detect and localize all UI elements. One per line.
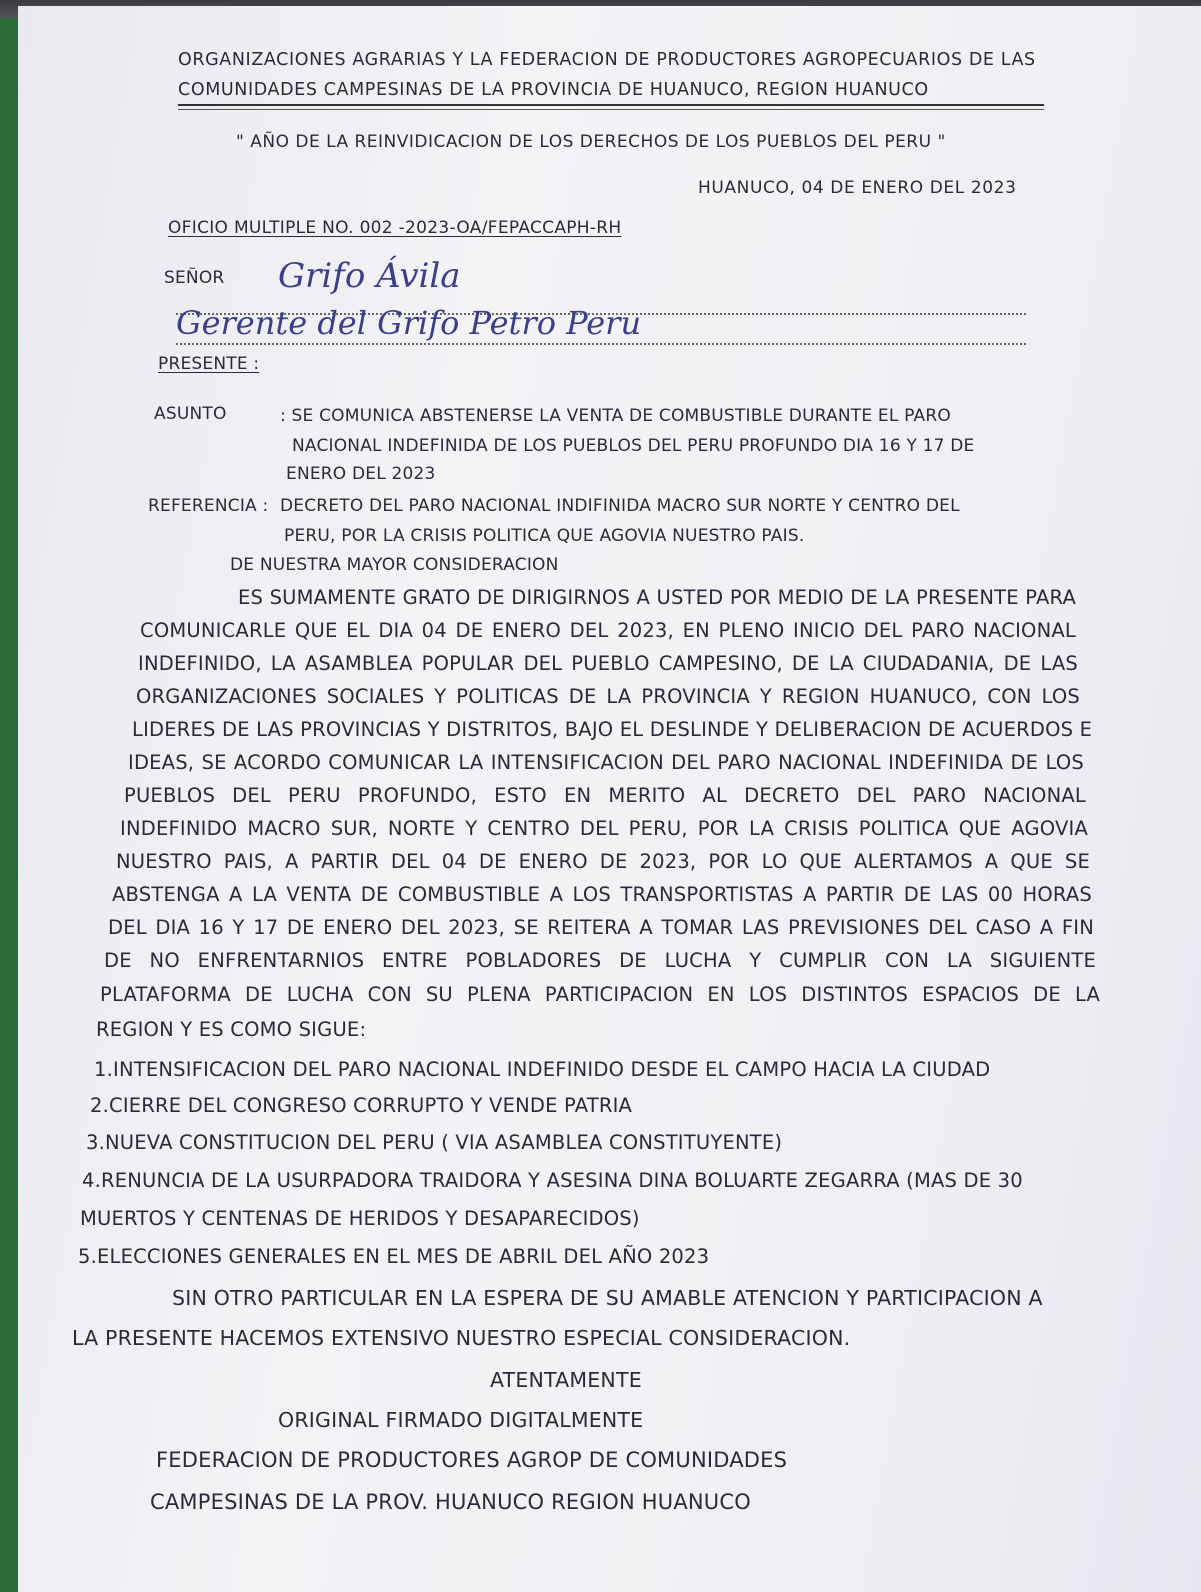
header-rule-thin bbox=[178, 109, 1044, 110]
referencia-line-2: PERU, POR LA CRISIS POLITICA QUE AGOVIA NUESTRO PAIS. bbox=[284, 526, 805, 546]
body-line: ABSTENGA A LA VENTA DE COMBUSTIBLE A LOS TRANSPORTISTAS A PARTIR DE LAS 00 HORAS bbox=[112, 883, 1092, 906]
body-line: NUESTRO PAIS, A PARTIR DEL 04 DE ENERO DE 2023, POR LO QUE ALERTAMOS A QUE SE bbox=[116, 850, 1090, 873]
asunto-line-3: ENERO DEL 2023 bbox=[286, 464, 436, 484]
body-line: REGION Y ES COMO SIGUE: bbox=[96, 1018, 367, 1041]
body-line: LIDERES DE LAS PROVINCIAS Y DISTRITOS, BAJO EL DESLINDE Y DELIBERACION DE ACUERDOS E bbox=[132, 718, 1093, 741]
asunto-label: ASUNTO bbox=[154, 404, 227, 424]
oficio-number: OFICIO MULTIPLE NO. 002 -2023-OA/FEPACCAPH-RH bbox=[168, 218, 622, 238]
body-line: DEL DIA 16 Y 17 DE ENERO DEL 2023, SE REITERA A TOMAR LAS PREVISIONES DEL CASO A FIN bbox=[108, 916, 1094, 939]
handwritten-addressee-title: Gerente del Grifo Petro Peru bbox=[176, 304, 642, 342]
asunto-line-2: NACIONAL INDEFINIDA DE LOS PUEBLOS DEL PERU PROFUNDO DIA 16 Y 17 DE bbox=[292, 436, 975, 456]
salutation: DE NUESTRA MAYOR CONSIDERACION bbox=[230, 555, 559, 575]
demand-item-1: 1.INTENSIFICACION DEL PARO NACIONAL INDEFINIDO DESDE EL CAMPO HACIA LA CIUDAD bbox=[94, 1058, 991, 1081]
addressee-label: SEÑOR bbox=[164, 268, 225, 288]
regards: ATENTAMENTE bbox=[490, 1368, 642, 1392]
demand-item-2: 2.CIERRE DEL CONGRESO CORRUPTO Y VENDE PATRIA bbox=[90, 1094, 633, 1117]
place-date: HUANUCO, 04 DE ENERO DEL 2023 bbox=[698, 178, 1017, 198]
body-line: ORGANIZACIONES SOCIALES Y POLITICAS DE LA PROVINCIA Y REGION HUANUCO, CON LOS bbox=[136, 685, 1080, 708]
body-line: PLATAFORMA DE LUCHA CON SU PLENA PARTICIPACION EN LOS DISTINTOS ESPACIOS DE LA bbox=[100, 983, 1100, 1006]
body-line: INDEFINIDO MACRO SUR, NORTE Y CENTRO DEL PERU, POR LA CRISIS POLITICA QUE AGOVIA bbox=[120, 817, 1088, 840]
header-line-1: ORGANIZACIONES AGRARIAS Y LA FEDERACION DE PRODUCTORES AGROPECUARIOS DE LAS bbox=[178, 50, 1036, 70]
presente-label: PRESENTE : bbox=[158, 354, 260, 374]
header-line-2: COMUNIDADES CAMPESINAS DE LA PROVINCIA DE HUANUCO, REGION HUANUCO bbox=[178, 80, 929, 100]
body-line: INDEFINIDO, LA ASAMBLEA POPULAR DEL PUEBLO CAMPESINO, DE LA CIUDADANIA, DE LAS bbox=[138, 652, 1078, 675]
referencia-label: REFERENCIA : bbox=[148, 496, 269, 516]
demand-item-4: 4.RENUNCIA DE LA USURPADORA TRAIDORA Y ASESINA DINA BOLUARTE ZEGARRA (MAS DE 30 bbox=[82, 1169, 1023, 1192]
closing-line-2: LA PRESENTE HACEMOS EXTENSIVO NUESTRO ESPECIAL CONSIDERACION. bbox=[72, 1326, 851, 1350]
header-rule bbox=[178, 104, 1044, 106]
letter-page bbox=[18, 6, 1201, 1592]
signature-org-line-2: CAMPESINAS DE LA PROV. HUANUCO REGION HUANUCO bbox=[150, 1490, 751, 1514]
dotted-line-2 bbox=[176, 343, 1026, 345]
demand-item-5: 5.ELECCIONES GENERALES EN EL MES DE ABRIL DEL AÑO 2023 bbox=[78, 1245, 710, 1268]
signed-digitally: ORIGINAL FIRMADO DIGITALMENTE bbox=[278, 1408, 644, 1432]
closing-line-1: SIN OTRO PARTICULAR EN LA ESPERA DE SU AMABLE ATENCION Y PARTICIPACION A bbox=[172, 1286, 1043, 1310]
asunto-line-1: : SE COMUNICA ABSTENERSE LA VENTA DE COMBUSTIBLE DURANTE EL PARO bbox=[280, 406, 951, 426]
demand-item-3: 3.NUEVA CONSTITUCION DEL PERU ( VIA ASAMBLEA CONSTITUYENTE) bbox=[86, 1131, 783, 1154]
motto: " AÑO DE LA REINVIDICACION DE LOS DERECHOS DE LOS PUEBLOS DEL PERU " bbox=[236, 132, 946, 152]
handwritten-addressee-name: Grifo Ávila bbox=[278, 256, 461, 296]
body-line: IDEAS, SE ACORDO COMUNICAR LA INTENSIFICACION DEL PARO NACIONAL INDEFINIDA DE LOS bbox=[128, 751, 1084, 774]
demand-item-4-continued: MUERTOS Y CENTENAS DE HERIDOS Y DESAPARECIDOS) bbox=[80, 1207, 640, 1230]
body-line: DE NO ENFRENTARNIOS ENTRE POBLADORES DE LUCHA Y CUMPLIR CON LA SIGUIENTE bbox=[104, 949, 1096, 972]
body-line: ES SUMAMENTE GRATO DE DIRIGIRNOS A USTED POR MEDIO DE LA PRESENTE PARA bbox=[238, 586, 1076, 609]
signature-org-line-1: FEDERACION DE PRODUCTORES AGROP DE COMUNIDADES bbox=[156, 1448, 788, 1472]
referencia-line-1: DECRETO DEL PARO NACIONAL INDIFINIDA MACRO SUR NORTE Y CENTRO DEL bbox=[280, 496, 960, 516]
body-line: PUEBLOS DEL PERU PROFUNDO, ESTO EN MERITO AL DECRETO DEL PARO NACIONAL bbox=[124, 784, 1086, 807]
body-line: COMUNICARLE QUE EL DIA 04 DE ENERO DEL 2023, EN PLENO INICIO DEL PARO NACIONAL bbox=[140, 619, 1076, 642]
